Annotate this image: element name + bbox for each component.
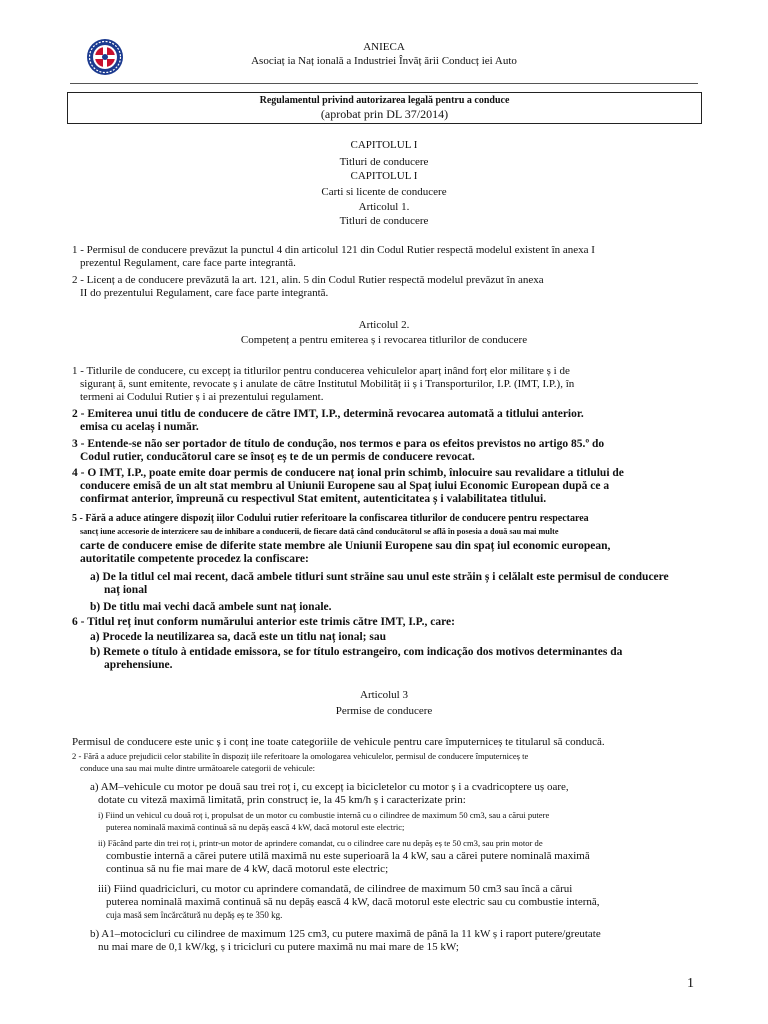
article-2-title: Competenț a pentru emiterea ș i revocarea titlurilor de conducere — [240, 334, 528, 346]
article-1-paragraph-2: 2 - Licenț a de conducere prevăzută la art. 121, alin. 5 din Codul Rutier respectă modelul prevăzut în anexa II do prezentului Regulament, care face parte integrantă. — [72, 274, 544, 299]
article-2-paragraph-3: 3 - Entende-se não ser portador de título de condução, nos termos e para os efeitos previstos no artigo 85.º do Codul rutier, conducătorul care se însoț eș te de un permis de conducere revocat. — [72, 438, 605, 463]
organization-acronym: ANIECA — [363, 41, 405, 53]
article-2-paragraph-6: 6 - Titlul reț inut conform numărului anterior este trimis către IMT, I.P., care: — [72, 616, 455, 628]
article-1-heading: Articolul 1. — [358, 201, 410, 213]
article-3-item-b: b) A1–motocicluri cu cilindree de maximum 125 cm3, cu putere maximă de până la 11 kW ș i raport putere/greutate nu mai mare de 0,1 kW/kg, ș i tricicluri cu putere maximă nu mai mare de 15 kW; — [90, 928, 601, 953]
chapter-heading: CAPITOLUL I — [350, 139, 418, 151]
article-2-paragraph-6-item-a: a) Procede la neutilizarea sa, dacă este un titlu naț ional; sau — [90, 631, 387, 643]
organization-full-name: Asociaț ia Naț ională a Industriei Învăț ării Conducț iei Auto — [251, 55, 517, 67]
article-2-paragraph-2: 2 - Emiterea unui titlu de conducere de către IMT, I.P., determină revocarea automată a titlului anterior. emisa cu acelaș i număr. — [72, 408, 584, 433]
header-divider — [70, 83, 698, 84]
article-2-paragraph-6-item-b: b) Remete o título à entidade emissora, se for título estrangeiro, com indicação dos motivos determinantes da aprehensiune. — [90, 646, 623, 671]
article-2-paragraph-5-body: carte de conducere emise de diferite state membre ale Uniunii Europene sau din spaț iul economic european, autoritatile competente procedez la confiscare: — [80, 540, 611, 565]
article-2-paragraph-4: 4 - O IMT, I.P., poate emite doar permis de conducere naț ional prin schimb, înlocuire sau revalidare a titlului de conducere emisă de un alt stat membru al Uniunii Europene sau al Spaț iului Economic European după ce a confirmat anterior, împreună cu respectivul Stat emitent, autenticitatea ș i valabilitatea titlului. — [72, 467, 624, 505]
article-3-title: Permise de conducere — [335, 705, 433, 717]
article-2-paragraph-5-item-a: a) De la titlul cel mai recent, dacă ambele titluri sunt străine sau unul este străin ș i celălalt este permisul de conducere naț ional — [90, 571, 669, 596]
article-1-title: Titluri de conducere — [339, 215, 429, 227]
chapter-subtitle: Carti si licente de conducere — [321, 186, 447, 198]
article-3-item-a-ii: ii) Făcând parte din trei roț i, printr-un motor de aprindere comandat, cu o cilindree care nu depăș eș te 50 cm3, sau prin motor de combustie internă a cărei putere utilă maximă nu este superioară la 4 kW, sau a cărei putere nominală maximă continua să nu fie mai mare de 4 kW, dacă motorul este electric; — [98, 838, 590, 875]
chapter-heading-repeat: CAPITOLUL I — [350, 170, 418, 182]
chapter-title: Titluri de conducere — [339, 156, 429, 168]
article-1-paragraph-1: 1 - Permisul de conducere prevăzut la punctul 4 din articolul 121 din Codul Rutier respectă modelul existent în anexa I prezentul Regulament, care face parte integrantă. — [72, 244, 595, 269]
document-title-box — [67, 92, 702, 124]
article-2-paragraph-5-item-b: b) De titlu mai vechi dacă ambele sunt naț ionale. — [90, 601, 332, 613]
article-3-paragraph-1: Permisul de conducere este unic ș i conț ine toate categoriile de vehicule pentru care împuterniceș te titularul să conducă. — [72, 736, 605, 748]
document-title: Regulamentul privind autorizarea legală pentru a conduce — [259, 95, 510, 106]
article-2-paragraph-5-line: sancț iune accesorie de interzicere sau de inhibare a conducerii, de fiecare dată când conducătorul se află în posesia a două sau mai multe — [80, 527, 559, 536]
article-3-heading: Articolul 3 — [360, 689, 408, 701]
article-3-item-a: a) AM–vehicule cu motor pe două sau trei roț i, cu excepț ia bicicletelor cu motor ș i a cvadricoptere uș oare, dotate cu viteză maximă limitată, prin construcț ie, la 45 km/h ș i caracterizate prin: — [90, 781, 569, 806]
article-2-paragraph-1: 1 - Titlurile de conducere, cu excepț ia titlurilor pentru conducerea vehiculelor aparț inând forț elor militare ș i de siguranț ă, sunt emitente, revocate ș i anulate de către Institutul Mobilităț ii ș i Transporturilor, I.P. (IMT, I.P.), în termeni ai Codului Rutier ș i ai prezentului regulament. — [72, 365, 575, 403]
document-subtitle: (aprobat prin DL 37/2014) — [320, 107, 449, 121]
article-3-paragraph-2: 2 - Fără a aduce prejudicii celor stabilite în dispoziț iile referitoare la omologarea vehiculelor, permisul de conducere împuterniceș te conduce una sau mai multe dintre următoarele categorii de vehicule: — [72, 751, 529, 773]
article-3-item-a-i: i) Fiind un vehicul cu două roț i, propulsat de un motor cu combustie internă cu o cilindree de maximum 50 cm3, sau a cărui putere puterea nominală maximă continuă să nu depăș ească 4 kW, dacă motorul este electric; — [98, 810, 550, 832]
page-number: 1 — [687, 976, 694, 991]
article-2-paragraph-5-intro: 5 - Fără a aduce atingere dispoziț iilor Codului rutier referitoare la confiscarea titlurilor de conducere pentru respectarea — [72, 513, 589, 524]
article-2-heading: Articolul 2. — [358, 319, 410, 331]
article-3-item-a-iii: iii) Fiind quadricicluri, cu motor cu aprindere comandată, de cilindree de maximum 50 cm3 sau încă a cărui puterea nominală maximă continuă să nu depăș ească 4 kW, dacă motorul este electric sau cu combustie internă, cuja masă sem încărcătură nu depăș eș te 350 kg. — [98, 883, 600, 920]
